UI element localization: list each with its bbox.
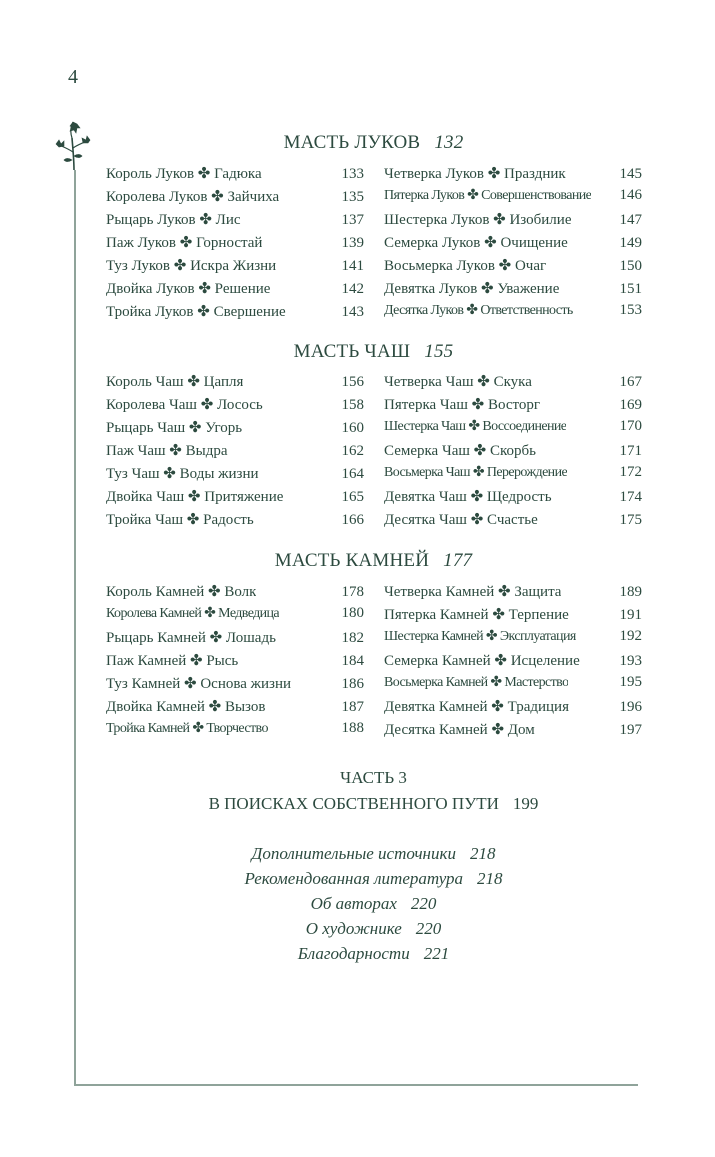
part-title-text: В ПОИСКАХ СОБСТВЕННОГО ПУТИ bbox=[208, 794, 499, 813]
part-label: ЧАСТЬ 3 bbox=[340, 768, 407, 787]
toc-entry[interactable]: Шестерка Луков ✤ Изобилие 147 bbox=[384, 212, 642, 228]
toc-entry[interactable]: Тройка Камней ✤ Творчество 188 bbox=[106, 720, 364, 736]
toc-entry[interactable]: Шестерка Камней ✤ Эксплуатация 192 bbox=[384, 628, 642, 644]
toc-entry[interactable]: Шестерка Чаш ✤ Воссоединение 170 bbox=[384, 418, 642, 434]
toc-entry[interactable]: Четверка Камней ✤ Защита 189 bbox=[384, 584, 642, 600]
toc-column-left bbox=[106, 164, 364, 325]
suit-heading-wands bbox=[0, 132, 715, 154]
suit-heading-title: МАСТЬ КАМНЕЙ bbox=[274, 550, 430, 571]
frame-bottom-rule bbox=[74, 1084, 638, 1086]
suit-heading-cups bbox=[0, 341, 715, 363]
toc-entry[interactable]: Двойка Луков ✤ Решение 142 bbox=[106, 281, 364, 297]
toc-entry[interactable]: Четверка Луков ✤ Праздник 145 bbox=[384, 166, 642, 182]
suit-heading-stones bbox=[0, 550, 715, 572]
extras-entry[interactable]: Дополнительные источники 218 bbox=[251, 844, 496, 863]
toc-entry[interactable]: Двойка Камней ✤ Вызов 187 bbox=[106, 699, 364, 715]
toc-entry[interactable]: Семерка Камней ✤ Исцеление 193 bbox=[384, 653, 642, 669]
toc-entry[interactable]: Тройка Луков ✤ Свершение 143 bbox=[106, 304, 364, 320]
toc-entry[interactable]: Семерка Чаш ✤ Скорбь 171 bbox=[384, 443, 642, 459]
extras-entry[interactable]: Об авторах 220 bbox=[310, 894, 437, 913]
toc-entry[interactable]: Паж Чаш ✤ Выдра 162 bbox=[106, 443, 364, 459]
toc-entry[interactable]: Десятка Чаш ✤ Счастье 175 bbox=[384, 512, 642, 528]
suit-heading-page: 155 bbox=[424, 341, 454, 362]
toc-column-left bbox=[106, 582, 364, 743]
toc-entry[interactable]: Девятка Чаш ✤ Щедрость 174 bbox=[384, 489, 642, 505]
toc-entry[interactable]: Пятерка Камней ✤ Терпение 191 bbox=[384, 607, 642, 623]
toc-entry[interactable]: Двойка Чаш ✤ Притяжение 165 bbox=[106, 489, 364, 505]
toc-entry[interactable]: Десятка Камней ✤ Дом 197 bbox=[384, 722, 642, 738]
toc-column-right bbox=[384, 582, 642, 743]
toc-entry[interactable]: Король Луков ✤ Гадюка 133 bbox=[106, 166, 364, 182]
toc-entry[interactable]: Девятка Камней ✤ Традиция 196 bbox=[384, 699, 642, 715]
part-title[interactable] bbox=[0, 794, 715, 814]
toc-entry[interactable]: Паж Луков ✤ Горностай 139 bbox=[106, 235, 364, 251]
toc-entry[interactable]: Туз Чаш ✤ Воды жизни 164 bbox=[106, 466, 364, 482]
toc-column-left bbox=[106, 372, 364, 533]
toc-entry[interactable]: Восьмерка Чаш ✤ Перерождение 172 bbox=[384, 464, 642, 480]
extras-entry[interactable]: О художнике 220 bbox=[305, 919, 442, 938]
extras-entry[interactable]: Рекомендованная литература 218 bbox=[244, 869, 503, 888]
extras-list bbox=[0, 844, 715, 969]
toc-entry[interactable]: Король Чаш ✤ Цапля 156 bbox=[106, 374, 364, 390]
suit-heading-page: 177 bbox=[443, 550, 473, 571]
toc-entry[interactable]: Рыцарь Чаш ✤ Угорь 160 bbox=[106, 420, 364, 436]
toc-entry[interactable]: Десятка Луков ✤ Ответственность 153 bbox=[384, 302, 642, 318]
toc-entry[interactable]: Девятка Луков ✤ Уважение 151 bbox=[384, 281, 642, 297]
toc-entry[interactable]: Паж Камней ✤ Рысь 184 bbox=[106, 653, 364, 669]
toc-entry[interactable]: Король Камней ✤ Волк 178 bbox=[106, 584, 364, 600]
suit-heading-title: МАСТЬ ЧАШ bbox=[293, 341, 411, 362]
toc-entry[interactable]: Королева Камней ✤ Медведица 180 bbox=[106, 605, 364, 621]
toc-entry[interactable]: Восьмерка Камней ✤ Мастерство 195 bbox=[384, 674, 642, 690]
toc-entry[interactable]: Туз Луков ✤ Искра Жизни 141 bbox=[106, 258, 364, 274]
toc-entry[interactable]: Рыцарь Камней ✤ Лошадь 182 bbox=[106, 630, 364, 646]
toc-entry[interactable]: Королева Луков ✤ Зайчиха 135 bbox=[106, 189, 364, 205]
page-number: 4 bbox=[68, 66, 78, 88]
toc-entry[interactable]: Туз Камней ✤ Основа жизни 186 bbox=[106, 676, 364, 692]
suit-heading-page: 132 bbox=[434, 132, 464, 153]
toc-entry[interactable]: Пятерка Луков ✤ Совершенствование 146 bbox=[384, 187, 642, 203]
toc-column-right bbox=[384, 372, 642, 533]
toc-entry[interactable]: Четверка Чаш ✤ Скука 167 bbox=[384, 374, 642, 390]
toc-entry[interactable]: Рыцарь Луков ✤ Лис 137 bbox=[106, 212, 364, 228]
toc-entry[interactable]: Восьмерка Луков ✤ Очаг 150 bbox=[384, 258, 642, 274]
toc-entry[interactable]: Пятерка Чаш ✤ Восторг 169 bbox=[384, 397, 642, 413]
part-title-page: 199 bbox=[512, 794, 539, 813]
suit-heading-title: МАСТЬ ЛУКОВ bbox=[283, 132, 421, 153]
extras-entry[interactable]: Благодарности 221 bbox=[297, 944, 450, 963]
toc-column-right bbox=[384, 164, 642, 325]
toc-entry[interactable]: Тройка Чаш ✤ Радость 166 bbox=[106, 512, 364, 528]
toc-entry[interactable]: Королева Чаш ✤ Лосось 158 bbox=[106, 397, 364, 413]
toc-entry[interactable]: Семерка Луков ✤ Очищение 149 bbox=[384, 235, 642, 251]
